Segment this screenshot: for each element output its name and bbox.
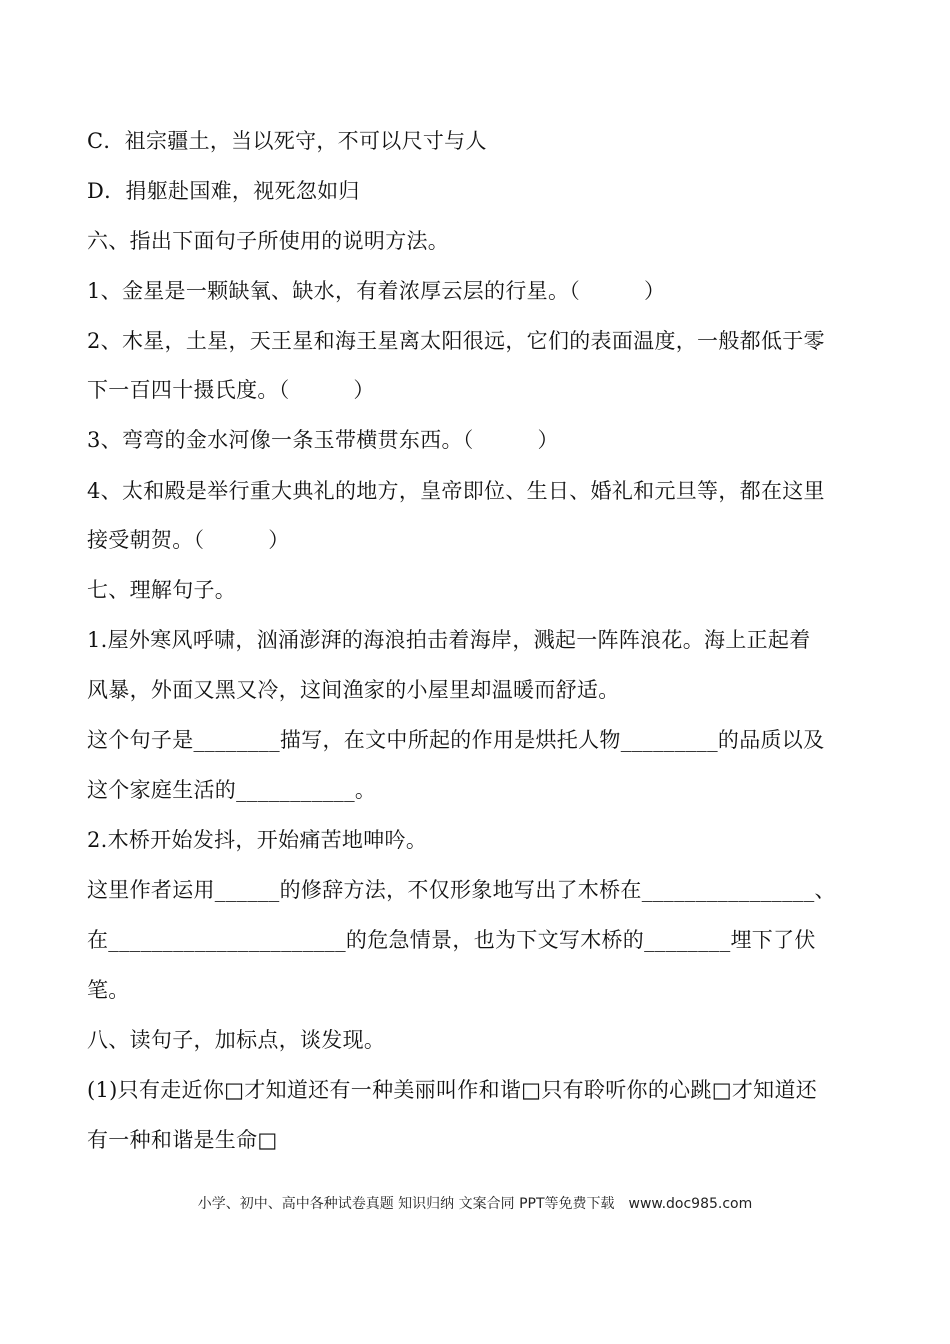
question-6-1: 1、金星是一颗缺氧、缺水，有着浓厚云层的行星。（ ）: [87, 279, 666, 303]
option-c: C．祖宗疆土，当以死守，不可以尺寸与人: [87, 129, 487, 153]
question-6-4-line-1: 4、太和殿是举行重大典礼的地方，皇帝即位、生日、婚礼和元旦等，都在这里: [87, 479, 825, 503]
sentence-7-1-line-1: 1.屋外寒风呼啸，汹涌澎湃的海浪拍击着海岸，溅起一阵阵浪花。海上正起着: [87, 628, 811, 652]
question-7-2-line-1: 这里作者运用______的修辞方法，不仅形象地写出了木桥在________________、: [87, 878, 836, 902]
section-6-heading: 六、指出下面句子所使用的说明方法。: [87, 229, 450, 253]
question-6-3: 3、弯弯的金水河像一条玉带横贯东西。（ ）: [87, 428, 559, 452]
question-6-2-line-2: 下一百四十摄氏度。（ ）: [87, 378, 375, 402]
section-7-heading: 七、理解句子。: [87, 578, 237, 602]
option-d: D．捐躯赴国难，视死忽如归: [87, 179, 360, 203]
section-8-heading: 八、读句子，加标点，谈发现。: [87, 1028, 386, 1052]
question-8-1-line-1: (1)只有走近你□才知道还有一种美丽叫作和谐□只有聆听你的心跳□才知道还: [87, 1078, 818, 1102]
question-7-2-line-3: 笔。: [87, 978, 130, 1002]
sentence-7-2: 2.木桥开始发抖，开始痛苦地呻吟。: [87, 828, 428, 852]
question-7-1-line-2: 这个家庭生活的___________。: [87, 778, 377, 802]
question-8-1-line-2: 有一种和谐是生命□: [87, 1128, 278, 1152]
page-footer: 小学、初中、高中各种试卷真题 知识归纳 文案合同 PPT等免费下载 www.doc985.com: [197, 1196, 753, 1212]
question-7-1-line-1: 这个句子是________描写，在文中所起的作用是烘托人物_________的品质以及: [87, 728, 825, 752]
question-6-2-line-1: 2、木星，土星，天王星和海王星离太阳很远，它们的表面温度，一般都低于零: [87, 329, 825, 353]
question-6-4-line-2: 接受朝贺。（ ）: [87, 528, 290, 552]
sentence-7-1-line-2: 风暴，外面又黑又冷，这间渔家的小屋里却温暖而舒适。: [87, 678, 620, 702]
question-7-2-line-2: 在______________________的危急情景，也为下文写木桥的________埋下了伏: [87, 928, 816, 952]
